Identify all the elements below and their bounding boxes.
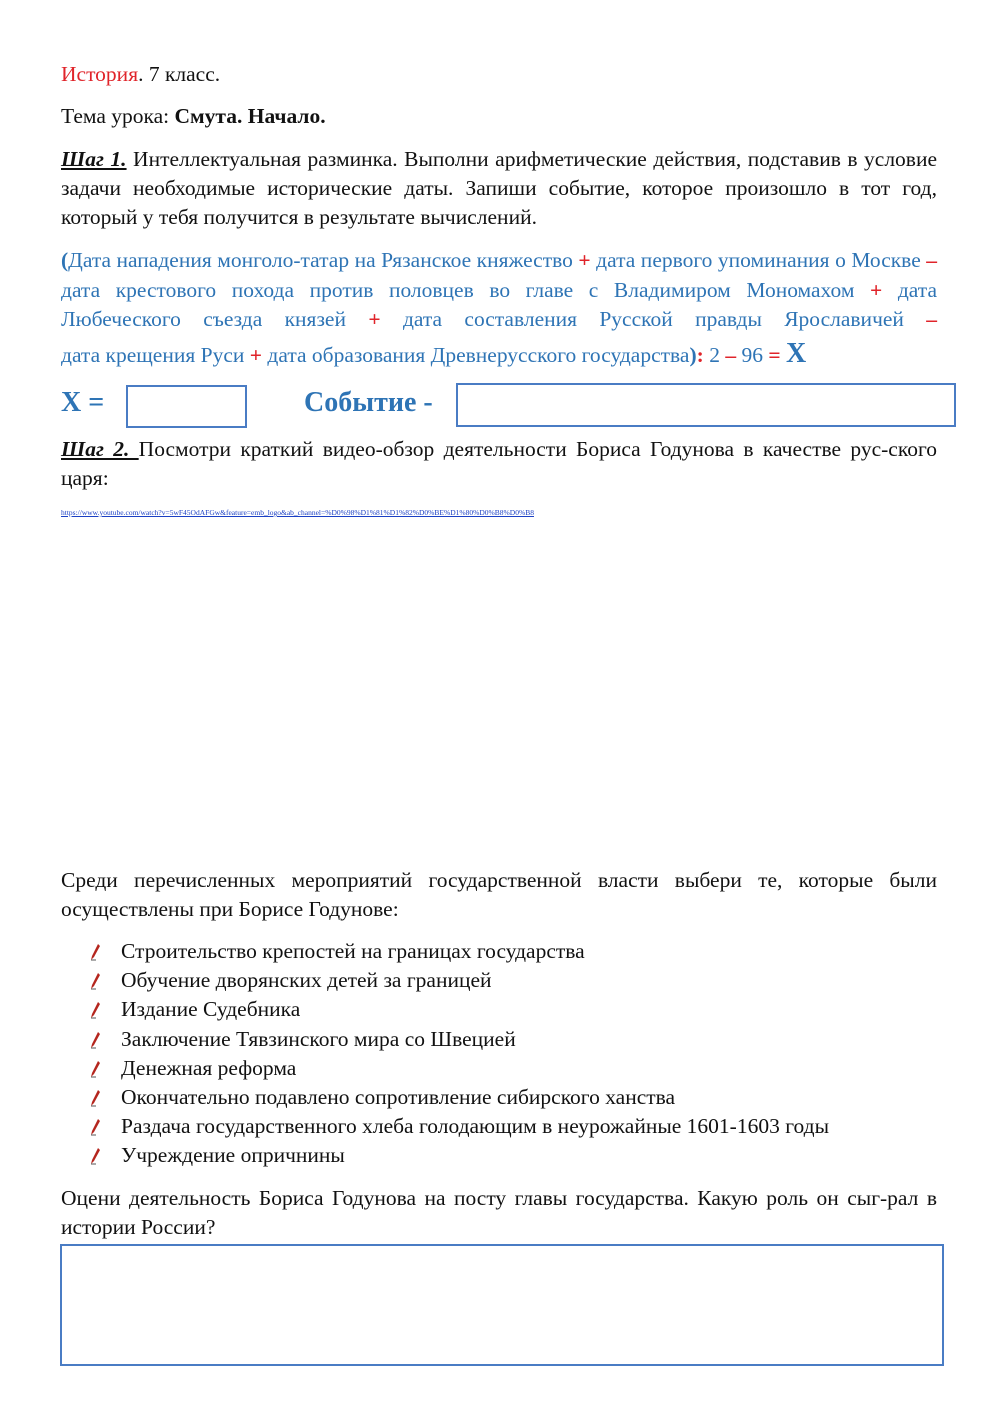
grade: . 7 класс. xyxy=(138,62,221,86)
option-label: Издание Судебника xyxy=(121,997,301,1022)
step2-instructions: Посмотри краткий видео-обзор деятельности Бориса Годунова в качестве рус-ского царя: xyxy=(61,437,937,490)
formula-colon: : xyxy=(696,342,704,367)
option-label: Обучение дворянских детей за границей xyxy=(121,968,492,993)
option-label: Заключение Тявзинского мира со Швецией xyxy=(121,1026,516,1051)
formula-plus: + xyxy=(249,342,263,367)
question2-text: Оцени деятельность Бориса Годунова на посту главы государства. Какую роль он сыг-рал в истории России? xyxy=(61,1186,937,1239)
formula-plus: + xyxy=(368,307,381,331)
list-item[interactable] xyxy=(88,937,829,966)
options-list xyxy=(88,937,829,1171)
option-label: Строительство крепостей на границах государства xyxy=(121,939,585,963)
option-label: Учреждение опричнины xyxy=(121,1143,345,1168)
formula-plus: + xyxy=(578,248,591,272)
formula-number-2: 2 xyxy=(709,342,720,367)
step2-label: Шаг 2. xyxy=(61,437,139,461)
formula-equals: = xyxy=(768,342,781,367)
step1-text xyxy=(61,145,937,232)
formula-term-3: дата крестового похода против половцев во главе с Владимиром Мономахом xyxy=(61,277,855,302)
event-label: Событие - xyxy=(304,387,433,418)
formula-close-paren: ) xyxy=(689,342,697,367)
essay-answer-input[interactable] xyxy=(60,1244,944,1366)
topic-prefix: Тема урока: xyxy=(61,104,175,128)
formula-minus: – xyxy=(725,342,737,367)
formula-term-7: дата образования Древнерусского государства xyxy=(267,342,690,367)
quill-bullet-icon xyxy=(88,1001,102,1019)
video-link[interactable]: https://www.youtube.com/watch?v=5wF45OdAFGw&feature=emb_logo&ab_channel=%D0%98%D1%81%D1%82%D0%BE%D1%80%D0%B8%D0%B8 xyxy=(61,508,534,517)
step1-instructions: Интеллектуальная разминка. Выполни арифметические действия, подставив в условие задачи необходимые исторические даты. Запиши событие, которое произошло в тот год, который у тебя получится в результате вычислений. xyxy=(61,147,938,229)
subject: История xyxy=(61,62,139,86)
quill-bullet-icon xyxy=(88,1147,102,1165)
formula-term-5: дата составления Русской правды Ярославичей xyxy=(402,307,904,331)
option-label: Раздача государственного хлеба голодающим в неурожайные 1601-1603 годы xyxy=(121,1114,830,1139)
event-answer-input[interactable] xyxy=(456,383,956,427)
step1-formula xyxy=(61,246,937,370)
list-item[interactable] xyxy=(88,1112,829,1141)
formula-x: X xyxy=(785,337,807,369)
question1-text: Среди перечисленных мероприятий государственной власти выбери те, которые были осуществлены при Борисе Годунове: xyxy=(61,868,937,921)
formula-term-2: дата первого упоминания о Москве xyxy=(596,248,921,272)
quill-bullet-icon xyxy=(88,1118,102,1136)
topic-line xyxy=(61,102,937,131)
formula-minus: – xyxy=(926,307,938,331)
formula-term-6: дата крещения Руси xyxy=(61,342,245,367)
formula-minus: – xyxy=(926,248,938,272)
option-label: Окончательно подавлено сопротивление сибирского ханства xyxy=(121,1084,676,1109)
list-item[interactable] xyxy=(88,1083,829,1112)
list-item[interactable] xyxy=(88,966,829,995)
step2-text xyxy=(61,435,937,493)
formula-term-4: дата Любеческого съезда князей xyxy=(61,277,937,331)
list-item[interactable] xyxy=(88,1025,829,1054)
formula-term-1: Дата нападения монголо-татар на Рязанское княжество xyxy=(68,248,573,272)
formula-open-paren: ( xyxy=(61,248,69,272)
list-item[interactable] xyxy=(88,995,829,1024)
x-answer-input[interactable] xyxy=(126,385,247,428)
quill-bullet-icon xyxy=(88,1031,102,1049)
list-item[interactable] xyxy=(88,1054,829,1083)
formula-number-96: 96 xyxy=(741,342,763,367)
quill-bullet-icon xyxy=(88,1060,102,1078)
formula-plus: + xyxy=(870,277,883,302)
topic-title: Смута. Начало. xyxy=(174,104,326,128)
option-label: Денежная реформа xyxy=(121,1055,297,1080)
x-label: X = xyxy=(61,387,105,418)
quill-bullet-icon xyxy=(88,943,102,961)
subject-line xyxy=(61,60,937,89)
step1-label: Шаг 1. xyxy=(61,147,127,171)
list-item[interactable] xyxy=(88,1141,829,1170)
quill-bullet-icon xyxy=(88,1089,102,1107)
quill-bullet-icon xyxy=(88,972,102,990)
